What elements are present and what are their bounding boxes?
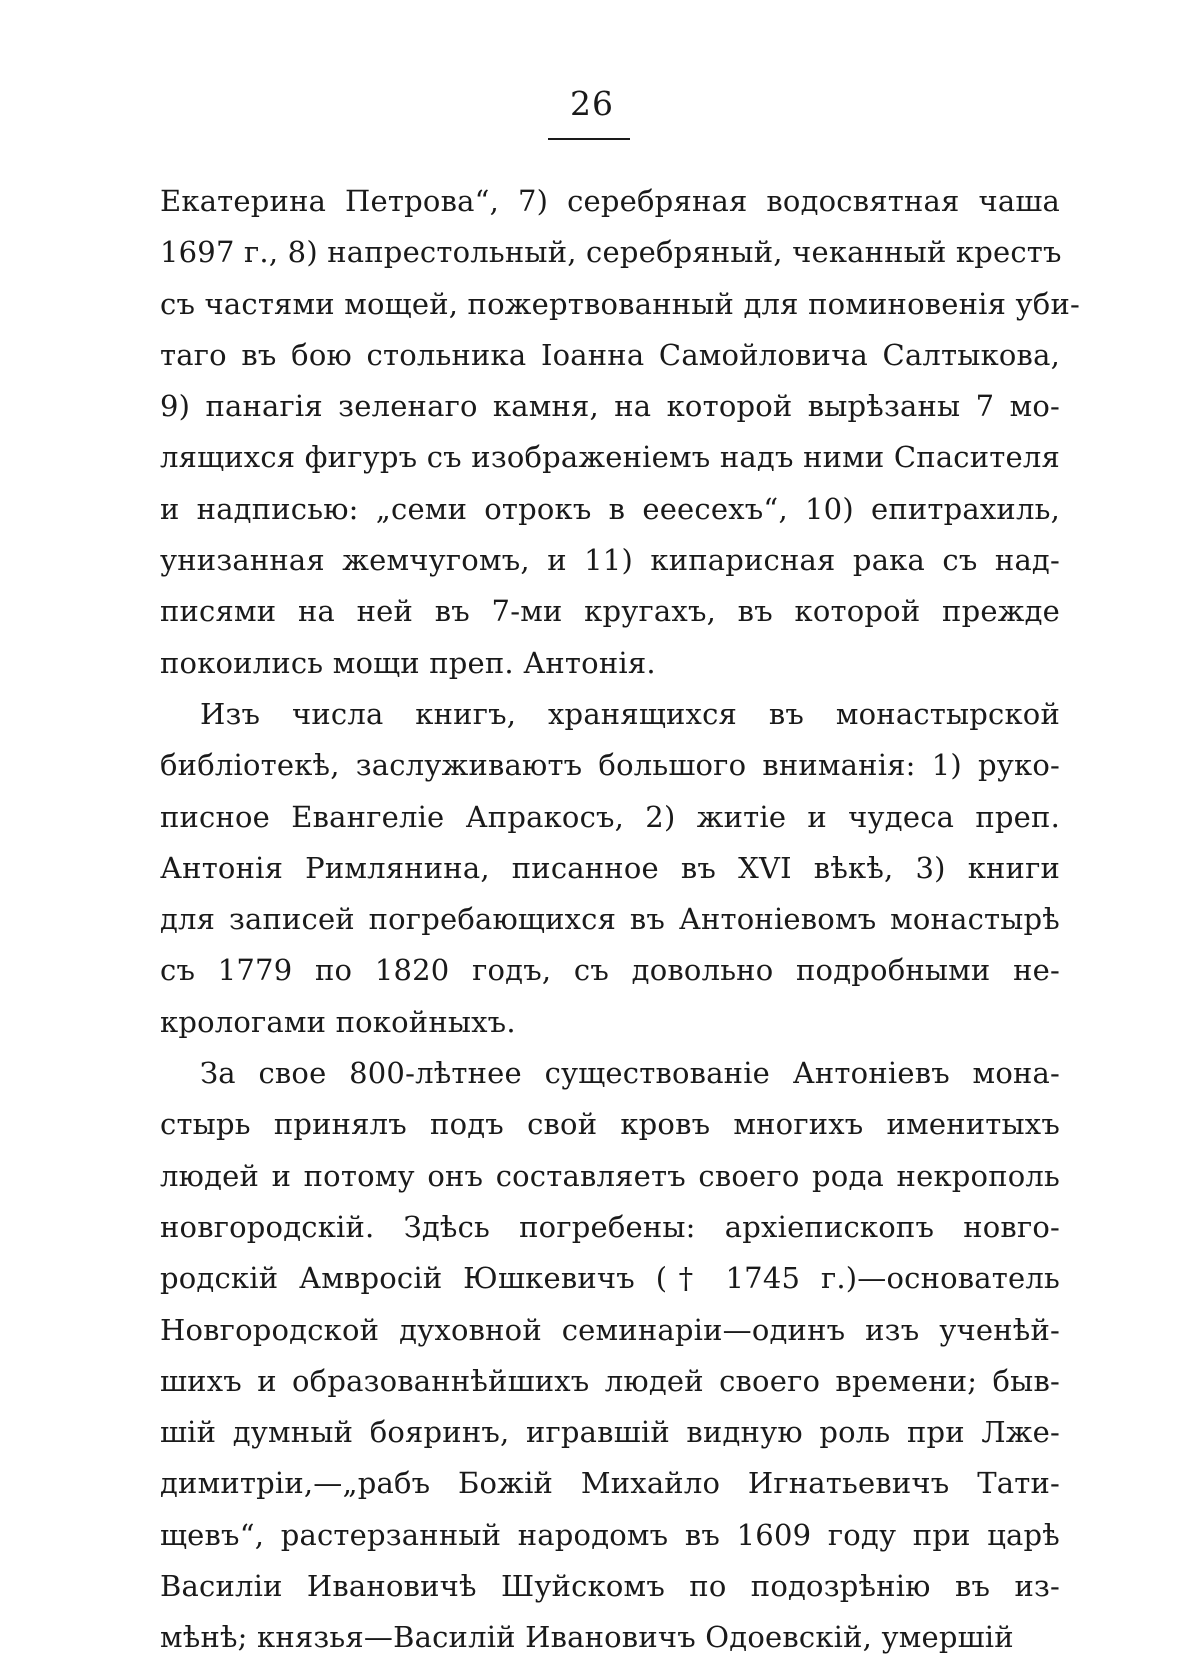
text-line: съ частями мощей, пожертвованный для поминовенія уби- <box>160 286 1080 321</box>
text-line: писное Евангеліе Апракосъ, 2) житіе и чудеса преп. <box>160 799 1060 834</box>
text-line: писями на ней въ 7-ми кругахъ, въ которой прежде <box>160 594 1060 629</box>
text-line: родскій Амвросій Юшкевичъ († 1745 г.)—основатель <box>160 1261 1060 1296</box>
text-line: 1697 г., 8) напрестольный, серебряный, чеканный крестъ <box>160 235 1062 270</box>
text-line: стырь принялъ подъ свой кровъ многихъ именитыхъ <box>160 1107 1060 1142</box>
text-line: унизанная жемчугомъ, и 11) кипарисная рака съ над- <box>160 543 1060 578</box>
page-number: 26 <box>570 84 614 123</box>
text-line: Екатерина Петрова“, 7) серебряная водосвятная чаша <box>160 184 1060 218</box>
text-line: шій думный бояринъ, игравшій видную роль при Лже- <box>160 1415 1060 1450</box>
paragraph <box>160 1048 1060 1664</box>
text-line: димитріи,—„рабъ Божій Михайло Игнатьевичъ Тати- <box>160 1466 1060 1501</box>
text-line: Василіи Ивановичѣ Шуйскомъ по подозрѣнію въ из- <box>160 1569 1060 1604</box>
text-line: таго въ бою стольника Іоанна Самойловича Салтыкова, <box>160 337 1060 372</box>
text-line: людей и потому онъ составляетъ своего рода некрополь <box>160 1158 1060 1193</box>
paragraph <box>160 689 1060 1048</box>
text-line: новгородскій. Здѣсь погребены: архіепископъ новго- <box>160 1209 1060 1244</box>
text-line: Антонія Римлянина, писанное въ XVI вѣкѣ, 3) книги <box>160 850 1060 885</box>
text-line: крологами покойныхъ. <box>160 1004 516 1039</box>
page-number-underline <box>548 138 630 140</box>
text-line: 9) панагія зеленаго камня, на которой вырѣзаны 7 мо- <box>160 389 1060 424</box>
paragraph <box>160 176 1080 689</box>
text-line: Изъ числа книгъ, хранящихся въ монастырской <box>200 696 1060 731</box>
text-line: съ 1779 по 1820 годъ, съ довольно подробными не- <box>160 953 1060 988</box>
text-line: покоились мощи преп. Антонія. <box>160 645 656 680</box>
text-line: Новгородской духовной семинаріи—одинъ изъ ученѣй- <box>160 1312 1060 1347</box>
text-line: библіотекѣ, заслуживаютъ большого вниманія: 1) руко- <box>160 748 1060 783</box>
text-line: для записей погребающихся въ Антоніевомъ монастырѣ <box>160 902 1060 937</box>
text-line: мѣнѣ; князья—Василій Ивановичъ Одоевскій, умершій <box>160 1620 1014 1655</box>
text-body <box>160 176 1080 1664</box>
text-line: щевъ“, растерзанный народомъ въ 1609 году при царѣ <box>160 1517 1060 1552</box>
text-line: шихъ и образованнѣйшихъ людей своего времени; быв- <box>160 1363 1060 1398</box>
text-line: За свое 800-лѣтнее существованіе Антоніевъ мона- <box>200 1056 1060 1091</box>
text-line: и надписью: „семи отрокъ в ееесехъ“, 10) епитрахиль, <box>160 491 1060 526</box>
text-line: лящихся фигуръ съ изображеніемъ надъ ними Спасителя <box>160 440 1060 475</box>
